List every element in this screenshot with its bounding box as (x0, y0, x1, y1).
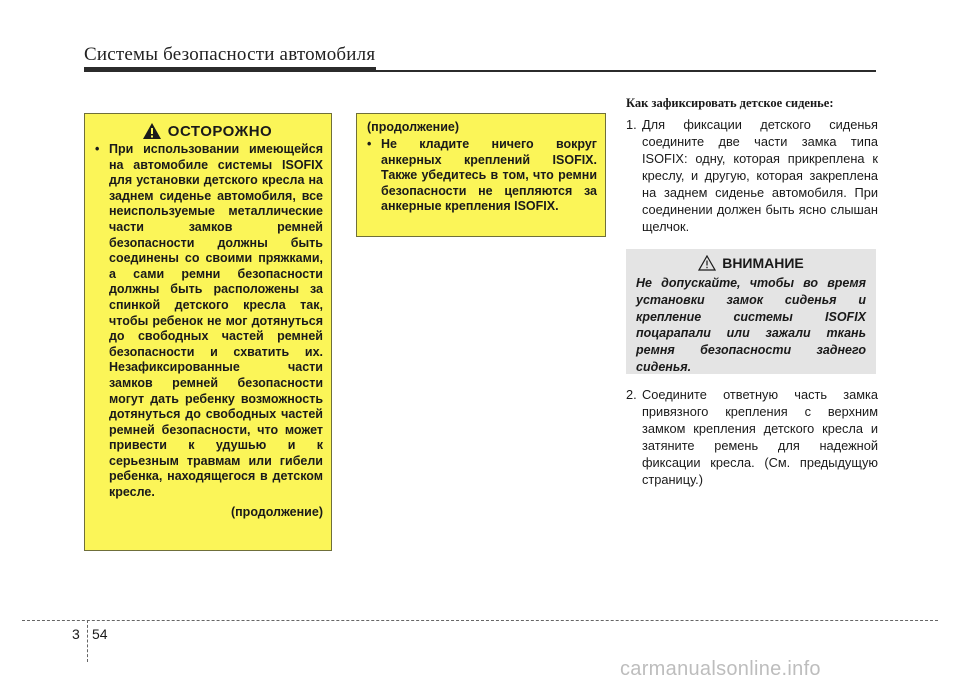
warning-box (84, 113, 332, 551)
instruction-step-1 (626, 116, 878, 235)
instructions-title: Как зафиксировать детское сиденье: (626, 96, 834, 110)
step-number: 1. (626, 117, 637, 132)
step-text: Соедините ответную часть замка привязного крепления с верхним замком крепления детского кресла и затяните ремень для надежной фиксации кресла. (См. предыдущую страницу.) (642, 387, 878, 487)
notice-text: Не допускайте, чтобы во время установки замок сиденья и крепление системы ISOFIX поцарапали или зажали ткань ремня безопасности заднего сиденья. (636, 276, 866, 374)
caution-triangle-icon (698, 255, 716, 271)
chapter-number: 3 (72, 626, 80, 642)
notice-title: ВНИМАНИЕ (722, 255, 804, 271)
instructions-section (626, 96, 878, 235)
continued-label: (продолжение) (230, 504, 323, 519)
step-text: Для фиксации детского сиденья соедините две части замка типа ISOFIX: одну, которая прикреплена к креслу, и другую, которая закреплена на заднем сиденье автомобиля. При соединении должен быть ясно слышан щелчок. (642, 117, 878, 234)
warning-continued-text: Не кладите ничего вокруг анкерных креплений ISOFIX. Также убедитесь в том, что ремни безопасности не цепляются за анкерные крепления ISOFIX. (381, 137, 597, 214)
bullet-mark: • (95, 142, 100, 156)
page-header-title: Системы безопасности автомобиля (84, 44, 376, 65)
warning-title: ОСТОРОЖНО (167, 122, 273, 140)
watermark: carmanualsonline.info (620, 658, 821, 680)
instruction-step-2-section (626, 386, 878, 488)
warning-triangle-icon (142, 122, 162, 140)
header-rule-thin (376, 70, 876, 72)
footer-vertical-divider (87, 620, 88, 662)
bullet-mark: • (367, 137, 372, 151)
warning-continued-box (356, 113, 606, 237)
step-number: 2. (626, 387, 637, 402)
page-number: 54 (92, 626, 108, 642)
footer-divider (22, 620, 938, 621)
continued-heading: (продолжение) (367, 120, 460, 134)
warning-heading (91, 122, 323, 140)
warning-text: При использовании имеющейся на автомобиле системы ISOFIX для установки детского кресла на заднем сиденье автомобиля, все неиспользуемые металлические части замков ремней безопасности должны быть соединены со своими пряжками, а сами ремни безопасности должны быть расположены за спинкой детского кресла так, чтобы ребенок не мог дотянуться до свободных частей ремней безопасности и схватить их. Незафиксированные части замков ремней безопасности могут дать ребенку возможность дотянуться до свободных частей ремней безопасности, что может привести к удушью и к серьезным травмам или гибели ребенка, находящегося в детском кресле. (109, 142, 323, 500)
notice-box (626, 249, 876, 374)
instruction-step-2 (626, 386, 878, 488)
header-rule-thick (84, 67, 376, 72)
notice-heading (636, 255, 866, 271)
